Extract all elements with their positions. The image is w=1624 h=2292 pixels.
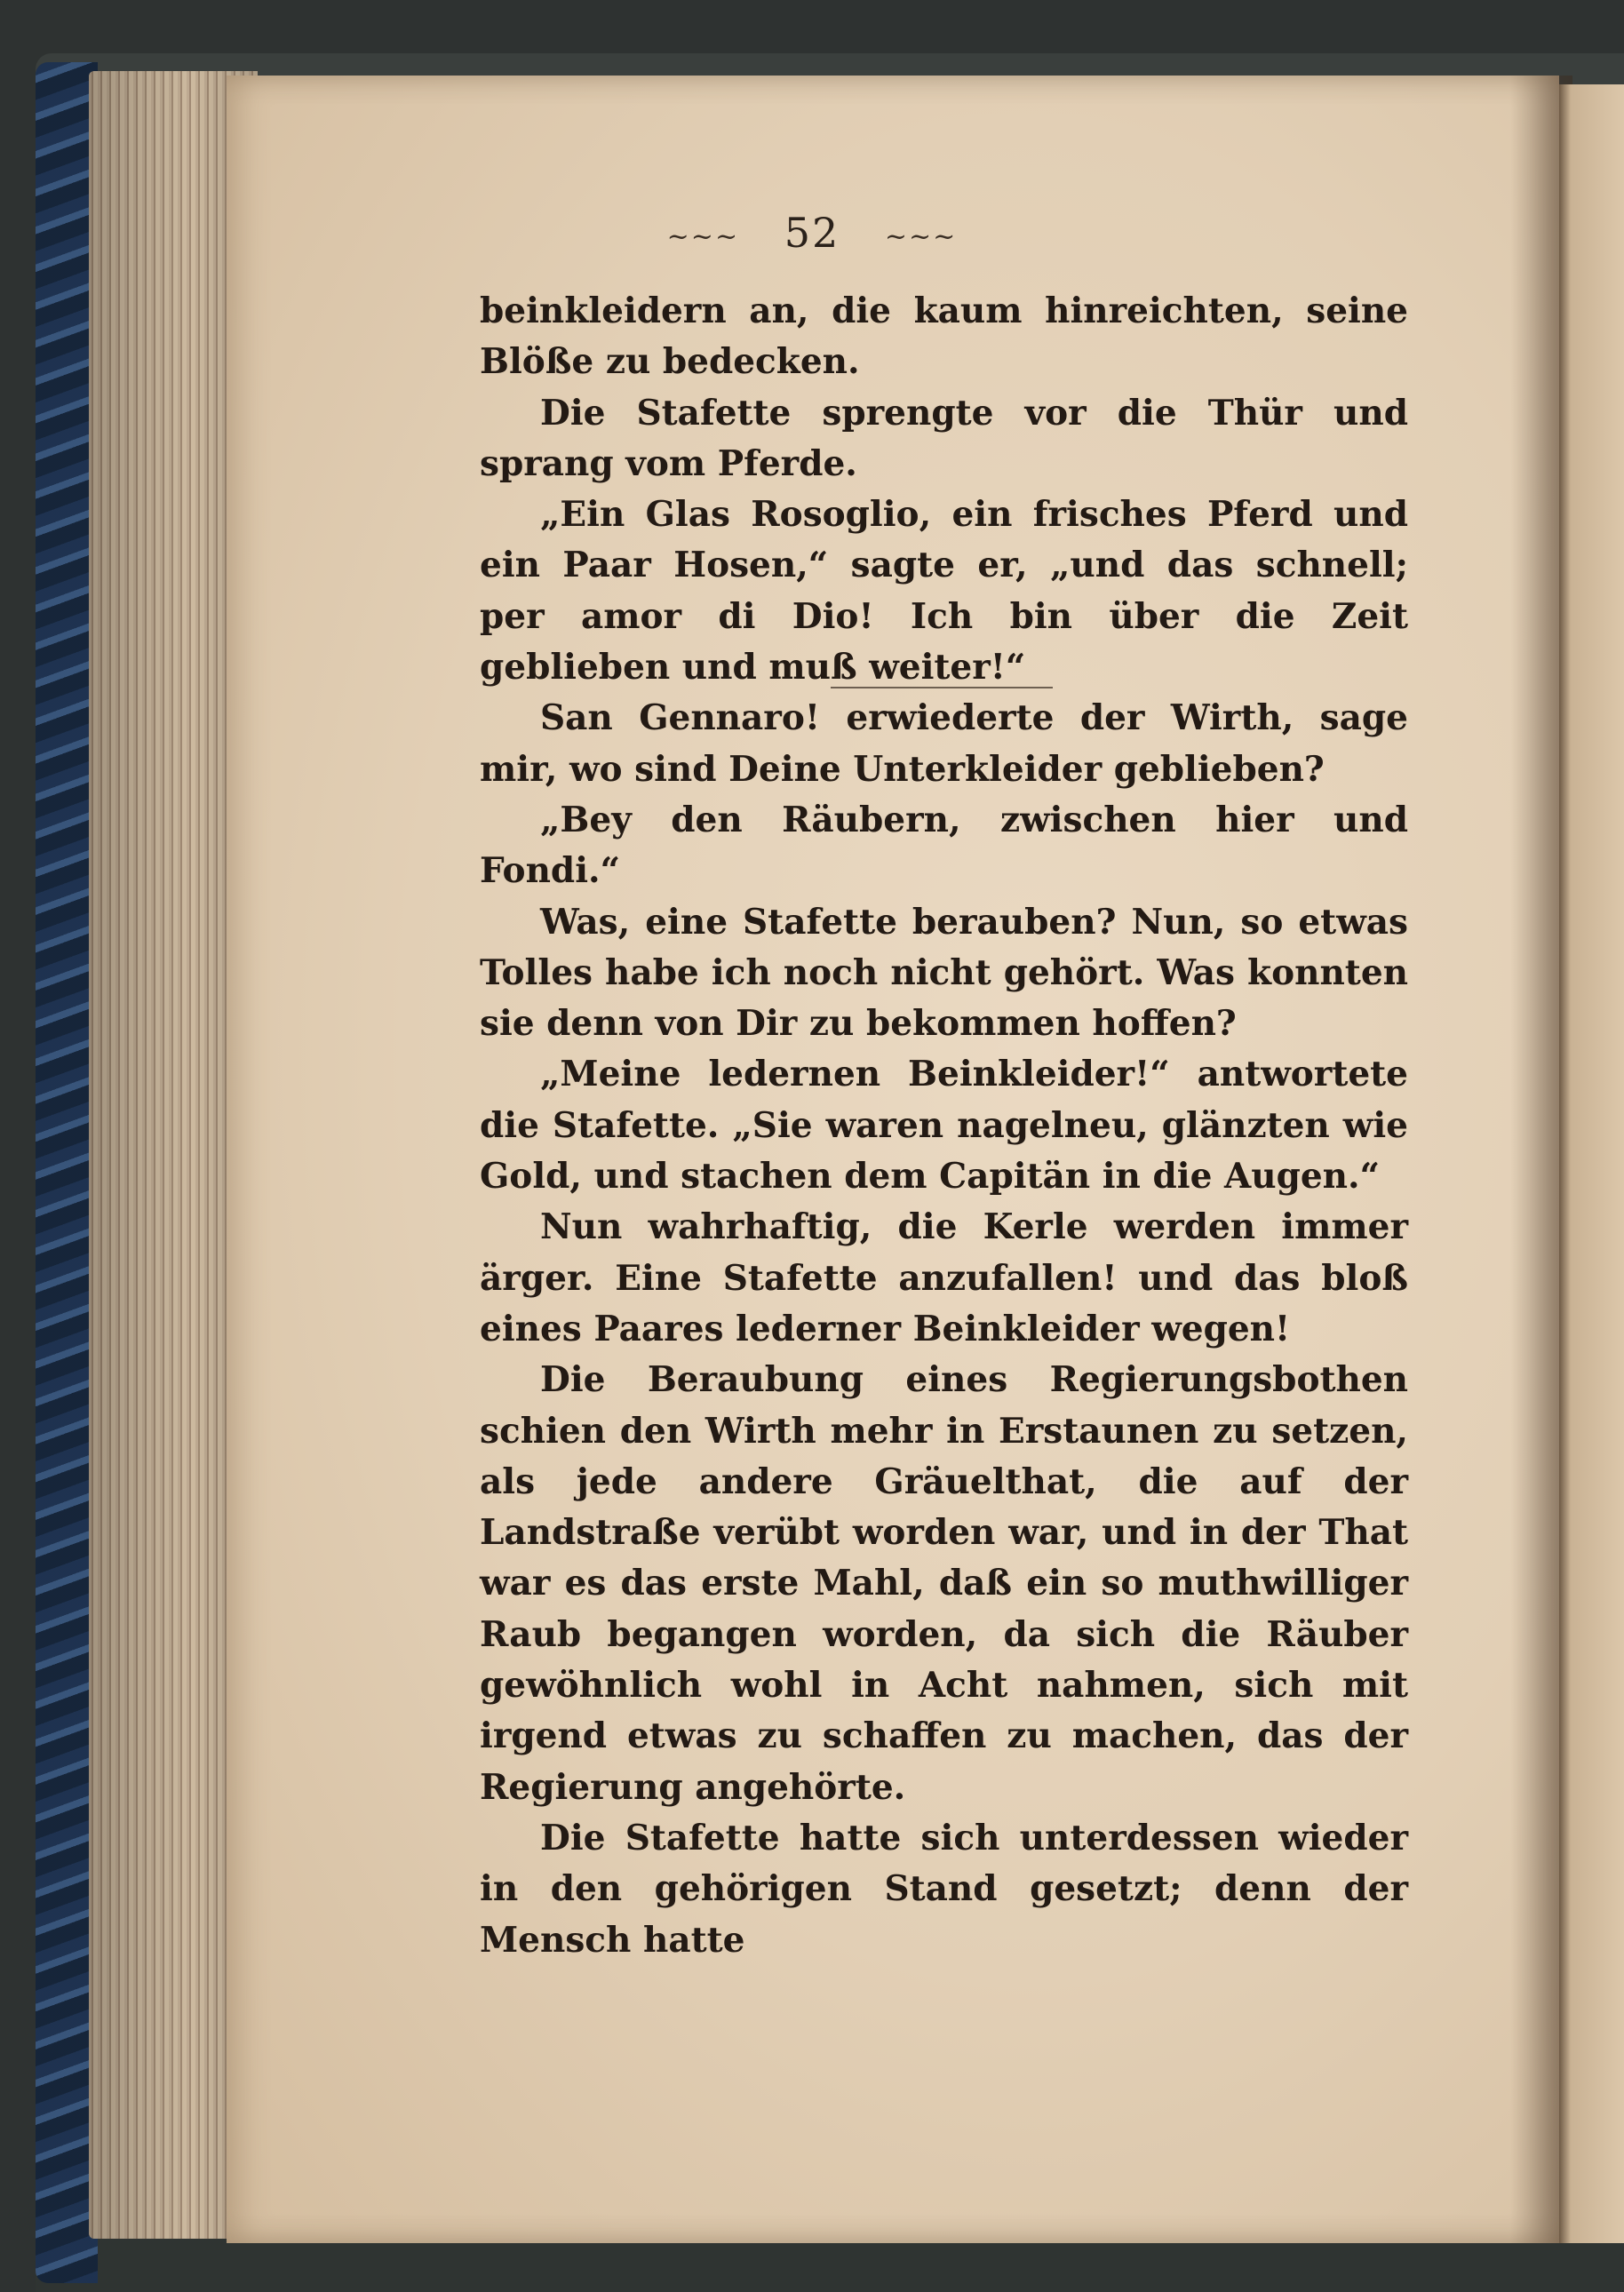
page-number: 52 bbox=[784, 209, 840, 257]
paragraph: Was, eine Stafette berauben? Nun, so etwas Tolles habe ich noch nicht gehört. Was konnten sie denn von Dir zu bekommen hoffen? bbox=[480, 901, 1408, 1045]
paragraph: San Gennaro! erwiederte der Wirth, sage mir, wo sind Deine Unterkleider geblieben? bbox=[480, 697, 1408, 790]
paragraph: Die Beraubung eines Regierungsbothen schien den Wirth mehr in Erstaunen zu setzen, als jede andere Gräuelthat, die auf der Landstraße verübt worden war, und in der That war es das erste Mahl, daß ein so muthwilliger Raub begangen worden, da sich die Räuber gewöhnlich wohl in Acht nahmen, sich mit irgend etwas zu schaffen zu machen, das der Regierung angehörte. bbox=[480, 1359, 1408, 1808]
facing-page-edge bbox=[1559, 84, 1624, 2243]
paragraph: „Meine ledernen Beinkleider!“ antwortete die Stafette. „Sie waren nagelneu, glänzten wie Gold, und stachen dem Capitän in die Augen.“ bbox=[480, 1054, 1408, 1198]
paragraph: „Bey den Räubern, zwischen hier und Fondi.“ bbox=[480, 799, 1408, 892]
paragraph: „Ein Glas Rosoglio, ein frisches Pferd und ein Paar Hosen,“ sagte er, „und das schnell; per amor di Dio! Ich bin über die Zeit geblieben und muß weiter!“ bbox=[480, 494, 1408, 688]
page-header bbox=[0, 209, 1624, 257]
ornament-right: ~~~ bbox=[884, 220, 958, 252]
paragraph: beinkleidern an, die kaum hinreichten, seine Blöße zu bedecken. bbox=[480, 290, 1408, 383]
paragraph: Nun wahrhaftig, die Kerle werden immer ärger. Eine Stafette anzufallen! und das bloß eines Paares lederner Beinkleider wegen! bbox=[480, 1206, 1408, 1349]
paragraph: Die Stafette sprengte vor die Thür und sprang vom Pferde. bbox=[480, 392, 1408, 484]
paragraph: Die Stafette hatte sich unterdessen wieder in den gehörigen Stand gesetzt; denn der Mensch hatte bbox=[480, 1817, 1408, 1961]
body-text bbox=[480, 286, 1408, 1966]
ornament-left: ~~~ bbox=[666, 220, 740, 252]
